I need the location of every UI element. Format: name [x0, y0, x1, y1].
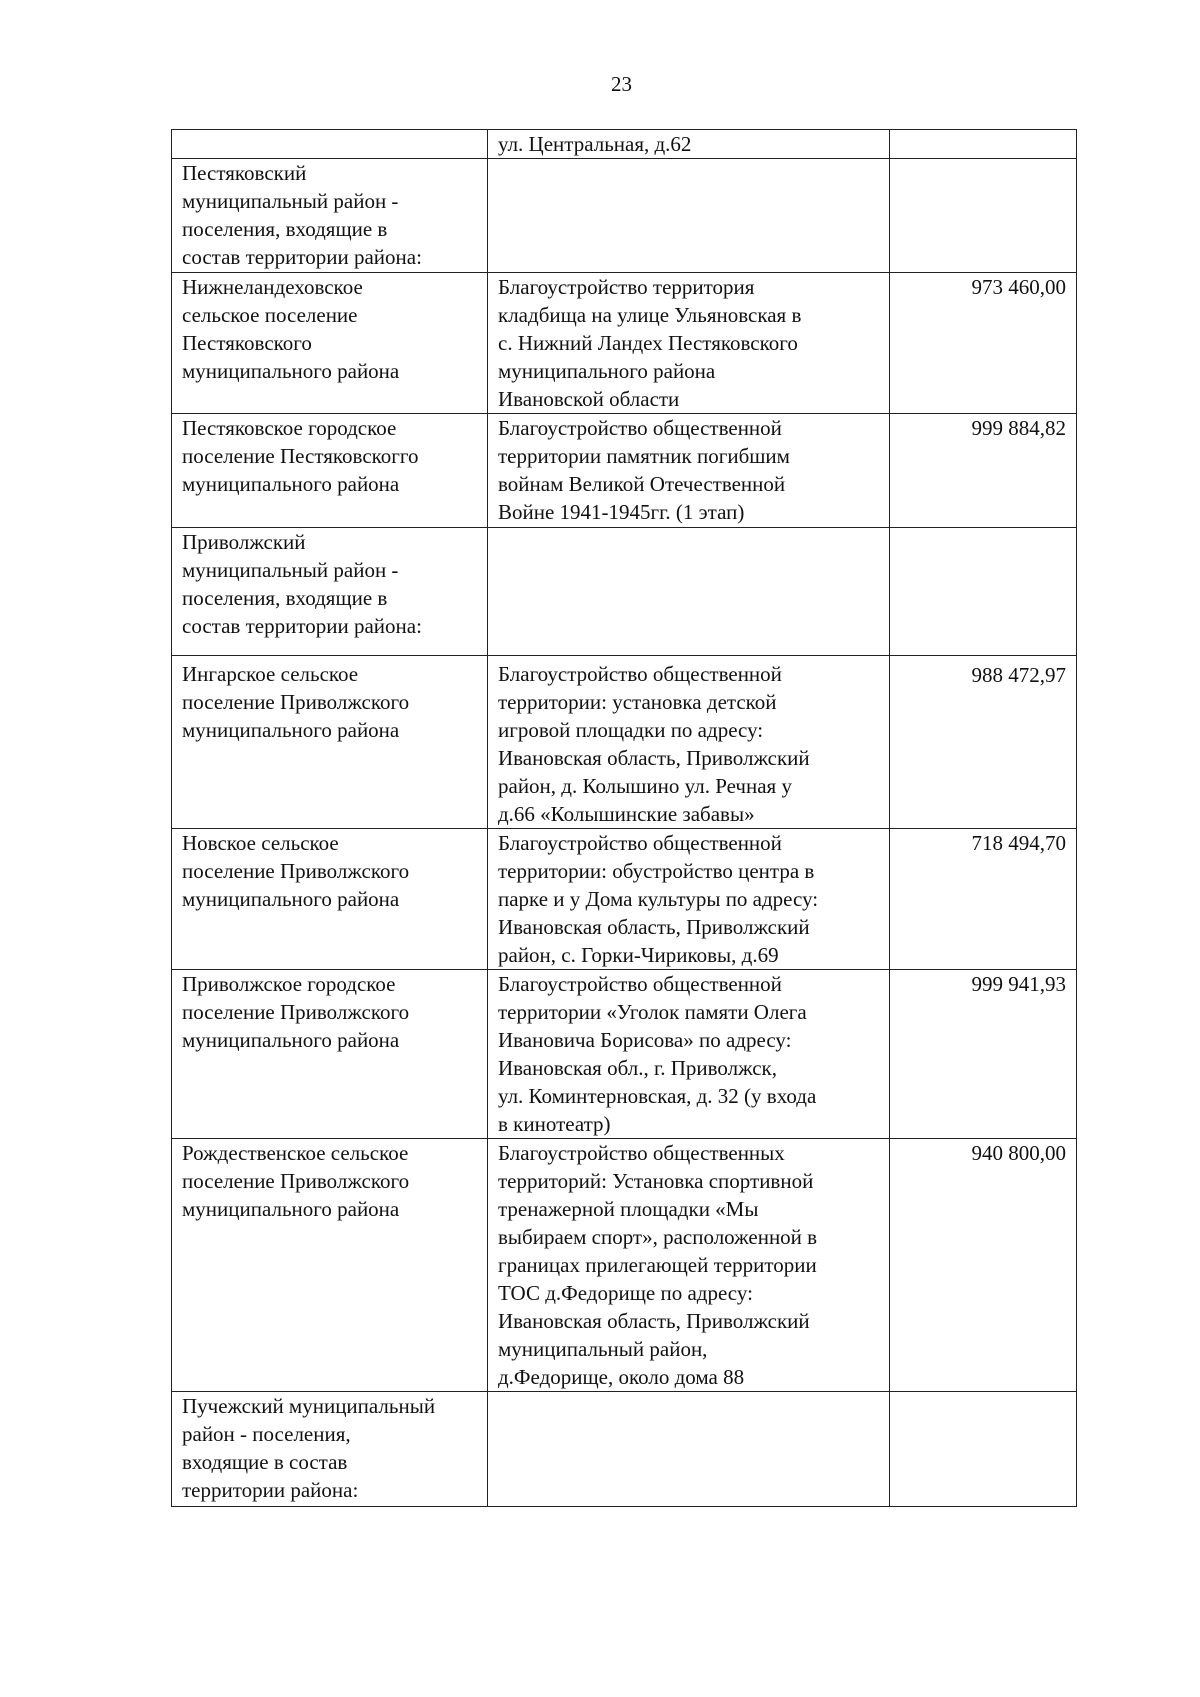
amount-cell — [890, 1392, 1077, 1507]
project-cell — [488, 528, 890, 656]
project-cell: ул. Центральная, д.62 — [488, 130, 890, 159]
amount-cell: 718 494,70 — [890, 829, 1077, 970]
table-row — [172, 528, 1077, 656]
project-cell: Благоустройство общественных территорий: Установка спортивной тренажерной площадки «Мы выбираем спорт», расположенной в границах прилегающей территории ТОС д.Федорище по адресу: Ивановская область, Приволжский муниципальный район, д.Федорище, около дома 88 — [488, 1139, 890, 1392]
district-header-cell: Пестяковский муниципальный район - поселения, входящие в состав территории района: — [172, 159, 488, 273]
amount-cell: 940 800,00 — [890, 1139, 1077, 1392]
data-table — [171, 129, 1077, 1507]
district-header-cell: Приволжский муниципальный район - поселения, входящие в состав территории района: — [172, 528, 488, 656]
settlement-cell: Рождественское сельское поселение Приволжского муниципального района — [172, 1139, 488, 1392]
table-row — [172, 1392, 1077, 1507]
amount-cell: 999 941,93 — [890, 970, 1077, 1139]
project-cell — [488, 159, 890, 273]
settlement-cell: Ингарское сельское поселение Приволжского муниципального района — [172, 656, 488, 829]
settlement-cell — [172, 130, 488, 159]
amount-cell: 973 460,00 — [890, 273, 1077, 414]
project-cell: Благоустройство общественной территории: установка детской игровой площадки по адресу: Ивановская область, Приволжский район, д. Колышино ул. Речная у д.66 «Колышинские забавы» — [488, 656, 890, 829]
table-row — [172, 273, 1077, 414]
amount-cell: 988 472,97 — [890, 656, 1077, 829]
page-number: 23 — [611, 72, 632, 96]
amount-cell — [890, 130, 1077, 159]
table-row — [172, 970, 1077, 1139]
table-row — [172, 130, 1077, 159]
project-cell: Благоустройство общественной территории памятник погибшим войнам Великой Отечественной Войне 1941-1945гг. (1 этап) — [488, 414, 890, 528]
table-row — [172, 656, 1077, 829]
project-cell: Благоустройство общественной территории: обустройство центра в парке и у Дома культуры по адресу: Ивановская область, Приволжский район, с. Горки-Чириковы, д.69 — [488, 829, 890, 970]
settlement-cell: Нижнеландеховское сельское поселение Пестяковского муниципального района — [172, 273, 488, 414]
amount-cell: 999 884,82 — [890, 414, 1077, 528]
project-cell: Благоустройство территория кладбища на улице Ульяновская в с. Нижний Ландех Пестяковского муниципального района Ивановской области — [488, 273, 890, 414]
amount-cell — [890, 159, 1077, 273]
settlement-cell: Пестяковское городское поселение Пестяковскогго муниципального района — [172, 414, 488, 528]
settlement-cell: Приволжское городское поселение Приволжского муниципального района — [172, 970, 488, 1139]
amount-cell — [890, 528, 1077, 656]
table-row — [172, 159, 1077, 273]
table-row — [172, 1139, 1077, 1392]
table-row — [172, 414, 1077, 528]
project-cell — [488, 1392, 890, 1507]
settlement-cell: Новское сельское поселение Приволжского муниципального района — [172, 829, 488, 970]
table-row — [172, 829, 1077, 970]
district-header-cell: Пучежский муниципальный район - поселения, входящие в состав территории района: — [172, 1392, 488, 1507]
project-cell: Благоустройство общественной территории «Уголок памяти Олега Ивановича Борисова» по адресу: Ивановская обл., г. Приволжск, ул. Коминтерновская, д. 32 (у входа в кинотеатр) — [488, 970, 890, 1139]
